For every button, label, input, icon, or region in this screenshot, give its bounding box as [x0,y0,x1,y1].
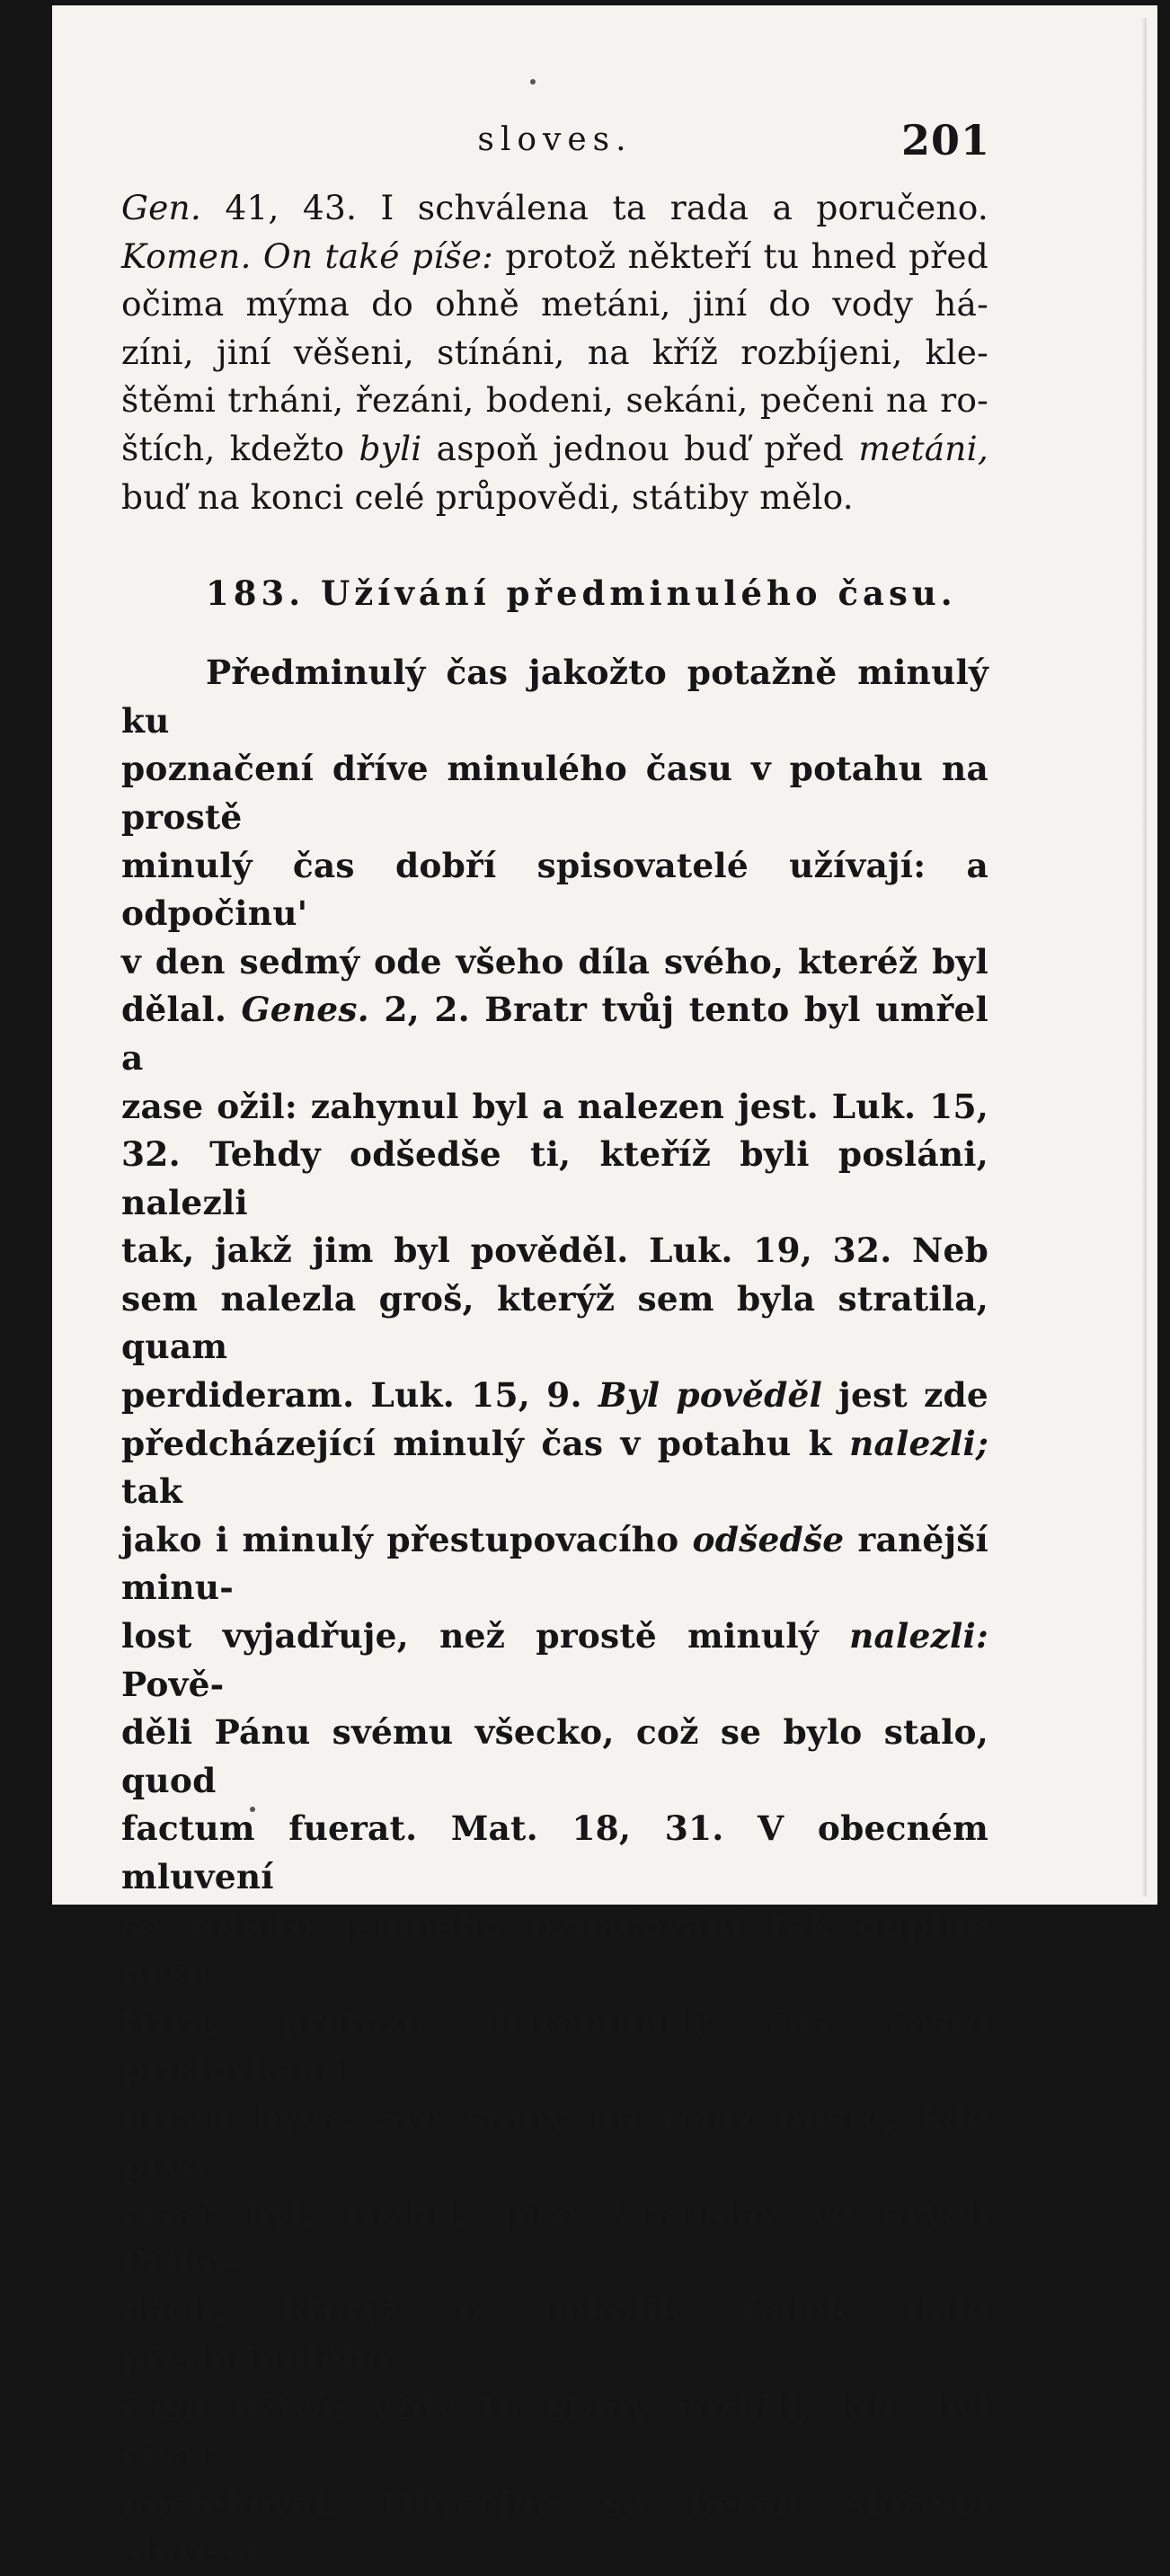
text-line [121,1612,988,1709]
paragraph-quotation [121,184,988,521]
text-run: v den sedmý ode všeho díla svého, kteréž byl [121,941,988,982]
text-line [121,2480,988,2576]
text-run: 41, 43. I schválena ta rada a poručeno. [201,188,988,227]
italic-citation: byli [359,428,422,468]
text-run: tak, jakž jim byl pověděl. Luk. 19, 32. Neb [121,1230,988,1271]
text-run: 32. Tehdy odšedše ti, kteříž byli posláni, nalezli [121,1134,988,1222]
text-run: Pově- [121,1664,225,1704]
text-line [121,184,988,233]
text-line [121,2287,988,2383]
text-line [121,1420,988,1516]
text-run: očima mýma do ohně metáni, jiní do vody há- [121,284,988,324]
text-line [121,1516,988,1612]
italic-citation: nalezli; [849,1423,988,1463]
text-run: zíni, jiní věšeni, stínáni, na kříž rozbíjeni, kle- [121,332,988,372]
italic-citation: odšedše [692,1519,845,1559]
text-run: předcházející minulý čas v potahu k [121,1423,850,1463]
paragraph-pluperfect [121,649,988,2576]
text-run: štích, kdežto [121,428,359,468]
text-line [121,1709,988,1805]
text-run: císař byl, rozbil, píše Vratislav ve svých Přího- [121,2194,988,2282]
text-run: štěmi trháni, řezáni, bodeni, sekáni, pečeni na ro- [121,380,988,421]
text-run: lost vyjadřuje, než prostě minulý [121,1616,850,1657]
text-line [121,233,988,281]
text-run: minulý čas dobří spisovatelé užívají: a odpočinu' [121,845,988,934]
text-line [121,1131,988,1227]
text-run: aspoň jednou buď před [421,428,859,468]
italic-citation: Komen. [121,235,252,276]
text-run: buď na konci celé průpovědi, státiby mělo. [121,476,854,517]
italic-citation: nalezli: [849,1616,988,1657]
text-line [121,745,988,841]
text-line [121,842,988,938]
text-run: času užívá: vždy tu stany rozbili, kde byl císař [121,2386,988,2475]
text-line [121,329,988,378]
text-line [121,425,988,474]
text-run: dělal. [121,990,242,1030]
text-line [121,474,988,522]
text-line [121,377,988,425]
text-line [121,1083,988,1132]
text-run: noclehoval. Obyčejně se berou složená slovesa [121,2483,988,2572]
page-text [121,116,990,2576]
text-run: dách, kterýž o několik řádek dále předminulého [121,2290,988,2378]
text-run: ranější minu- [121,1519,988,1608]
text-line [121,1372,988,1420]
text-run: factum fuerat. Mat. 18, 31. V obecném mluvení [121,1808,988,1896]
text-run: třívá, protože dříveminulý čas často příslovkami [121,2001,988,2090]
text-line [121,1227,988,1275]
text-line [121,649,988,745]
page-number: 201 [900,116,990,164]
text-run: tak [121,1471,183,1512]
text-run: 2, 2. Bratr tvůj tento byl umřel a [121,990,988,1078]
section-heading: 183. Užívání předminulého času. [206,573,957,614]
text-line [121,1998,988,2094]
text-line [121,2094,988,2190]
speck [530,79,536,84]
italic-citation: metáni, [858,428,988,468]
page-edge [1141,18,1147,1896]
italic-citation: Byl pověděl [598,1375,823,1416]
italic-citation: On také píše: [262,235,493,276]
text-run: určen bývá. Své stany na témž místě, kde prvé [121,2097,988,2186]
italic-citation: Genes. [241,990,369,1030]
text-line [121,938,988,987]
text-line [121,2190,988,2287]
text-line [121,1275,988,1372]
text-run: Předminulý čas jakožto potažně minulý ku [121,653,988,741]
text-run: děli Pánu svému všecko, což se bylo stalo, quod [121,1712,988,1800]
text-run: poznačení dříve minulého času v potahu na prostě [121,749,988,837]
text-run: se tohoto jemného označování tak ouplně neše- [121,1905,988,1994]
running-title: sloves. [477,121,633,158]
text-line [121,986,988,1082]
text-line [121,1805,988,1901]
text-line [121,2384,988,2480]
italic-citation: Gen. [121,188,202,227]
text-run: protož někteří tu hned před [492,235,989,276]
text-line [121,1902,988,1998]
text-run: perdideram. Luk. 15, 9. [121,1375,598,1416]
text-run: jako i minulý přestupovacího [121,1519,693,1559]
text-run: jest zde [822,1375,988,1416]
running-head [121,116,990,184]
text-run [252,236,263,276]
text-run: sem nalezla groš, kterýž sem byla stratila, quam [121,1278,988,1367]
text-run: zase ožil: zahynul byl a nalezen jest. Luk. 15, [121,1086,988,1126]
text-line [121,280,988,329]
